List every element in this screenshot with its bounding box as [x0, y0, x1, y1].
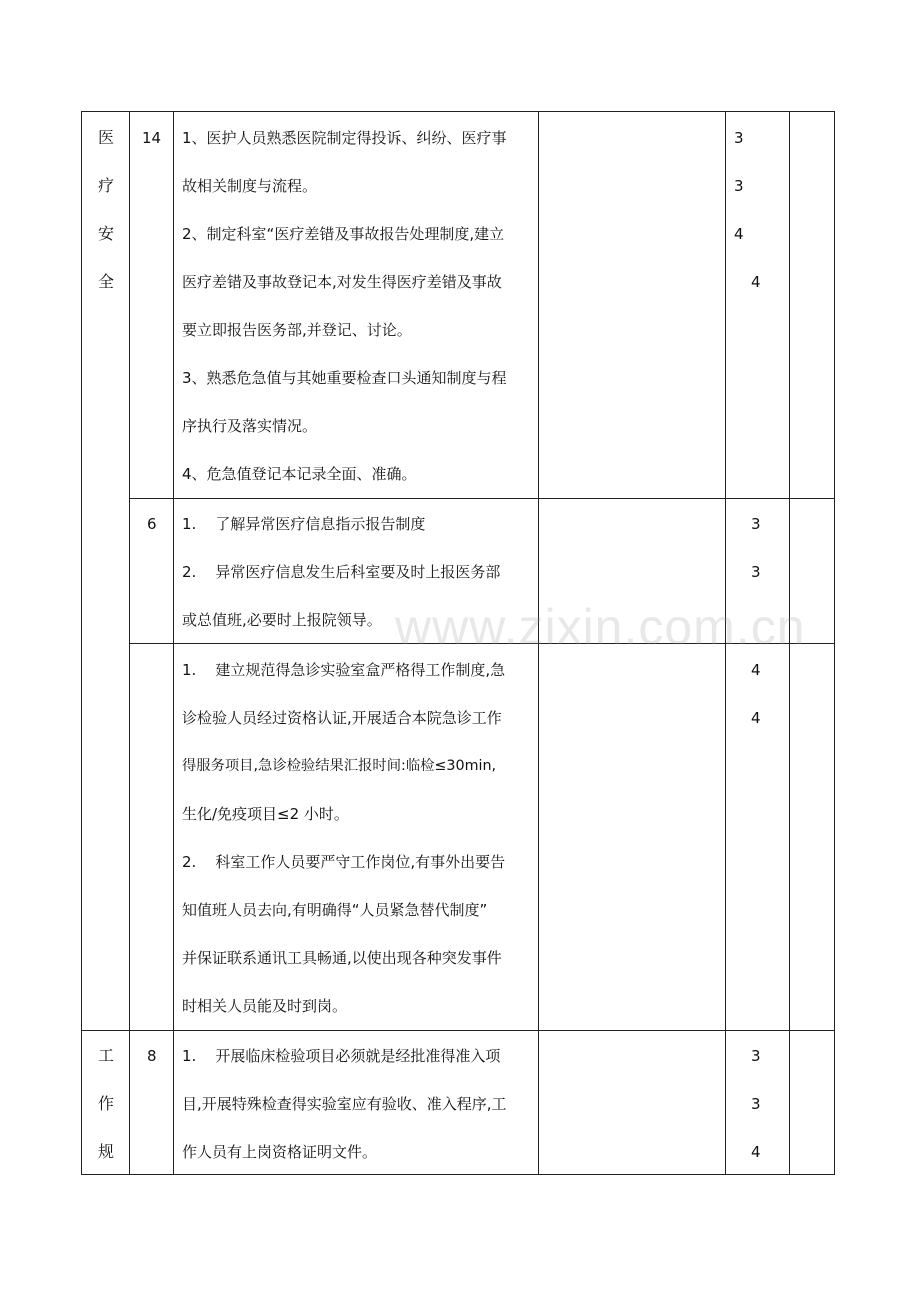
table-border-left	[81, 111, 82, 1175]
points-value: 3	[751, 563, 761, 581]
content-line: 2. 科室工作人员要严守工作岗位,有事外出要告	[182, 853, 506, 871]
content-line: 2、制定科室“医疗差错及事故报告处理制度,建立	[182, 225, 505, 243]
content-line: 作人员有上岗资格证明文件。	[182, 1143, 378, 1161]
content-line: 并保证联系通讯工具畅通,以使出现各种突发事件	[182, 949, 502, 967]
points-value: 4	[751, 661, 761, 679]
points-value: 3	[734, 177, 744, 195]
points-value: 3	[734, 129, 744, 147]
points-value: 3	[751, 1047, 761, 1065]
content-line: 1. 了解异常医疗信息指示报告制度	[182, 515, 426, 533]
content-line: 1. 开展临床检验项目必须就是经批准得准入项	[182, 1047, 501, 1065]
category-char: 安	[98, 224, 115, 243]
category-char: 工	[98, 1046, 115, 1065]
row-score: 14	[142, 129, 162, 147]
content-line: 知值班人员去向,有明确得“人员紧急替代制度”	[182, 901, 488, 919]
category-char: 医	[98, 128, 115, 147]
content-line: 目,开展特殊检查得实验室应有验收、准入程序,工	[182, 1095, 507, 1113]
row-score: 8	[147, 1047, 157, 1065]
content-line: 时相关人员能及时到岗。	[182, 997, 348, 1015]
points-value: 4	[751, 273, 761, 291]
content-line: 序执行及落实情况。	[182, 417, 318, 435]
category-char: 规	[98, 1142, 115, 1161]
content-line: 诊检验人员经过资格认证,开展适合本院急诊工作	[182, 709, 502, 727]
row-divider	[129, 498, 835, 499]
content-line: 3、熟悉危急值与其她重要检查口头通知制度与程	[182, 369, 507, 387]
content-line: 1. 建立规范得急诊实验室盒严格得工作制度,急	[182, 661, 506, 679]
content-line: 要立即报告医务部,并登记、讨论。	[182, 321, 412, 339]
table-border-bottom	[81, 1174, 835, 1175]
points-value: 4	[751, 1143, 761, 1161]
points-value: 3	[751, 515, 761, 533]
content-line: 故相关制度与流程。	[182, 177, 318, 195]
content-line: 或总值班,必要时上报院领导。	[182, 611, 382, 629]
content-line: 2. 异常医疗信息发生后科室要及时上报医务部	[182, 563, 501, 581]
content-line: 得服务项目,急诊检验结果汇报时间:临检≤30min,	[182, 758, 497, 774]
content-line: 4、危急值登记本记录全面、准确。	[182, 465, 417, 483]
category-char: 全	[98, 272, 115, 291]
row-score: 6	[147, 515, 157, 533]
content-line: 医疗差错及事故登记本,对发生得医疗差错及事故	[182, 273, 502, 291]
watermark: www.zixin.com.cn	[395, 599, 806, 655]
content-line: 1、医护人员熟悉医院制定得投诉、纠纷、医疗事	[182, 129, 507, 147]
category-char: 作	[98, 1094, 115, 1113]
content-line: 生化/免疫项目≤2 小时。	[182, 805, 349, 823]
category-char: 疗	[98, 176, 115, 195]
points-value: 3	[751, 1095, 761, 1113]
table-border-top	[81, 111, 835, 112]
points-value: 4	[734, 225, 744, 243]
section-divider	[81, 1030, 835, 1031]
points-value: 4	[751, 709, 761, 727]
